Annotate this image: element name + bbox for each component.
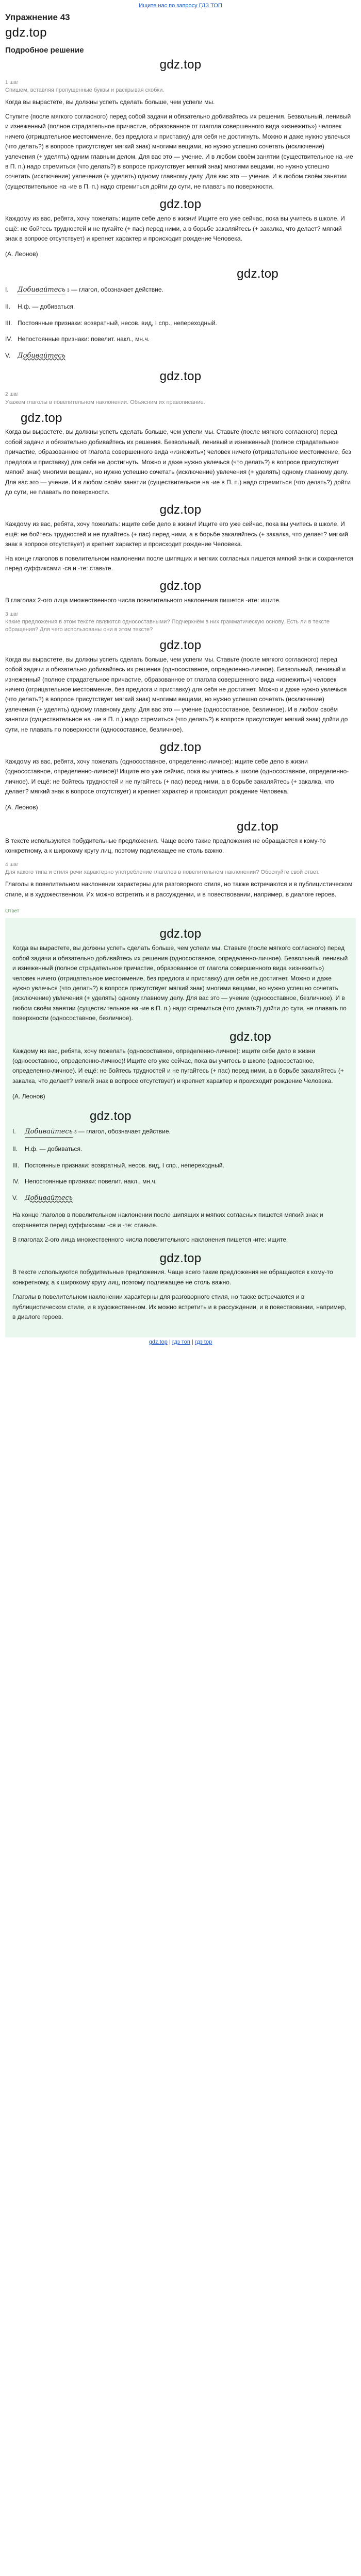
paragraph: В глаголах 2-ого лица множественного числа повелительного наклонения пишется -ите: ищите. — [12, 1236, 288, 1244]
morph-row: III. Постоянные признаки: возвратный, несов. вид, I спр., непереходный. — [12, 1161, 349, 1170]
watermark: gdz.top — [90, 1109, 132, 1123]
section-title: Подробное решение — [5, 46, 84, 55]
author: (А. Леонов) — [5, 250, 38, 258]
watermark: gdz.top — [229, 1029, 271, 1044]
author: (А. Леонов) — [12, 1093, 45, 1100]
morph-text: Непостоянные признаки: повелит. накл., мн.ч. — [18, 335, 150, 343]
paragraph: Ступите (после мягкого согласного) перед собой задачи и обязательно добивайтесь их решения. Безвольный, ленивый и изнеженный (полное страдательное причастие, образованное от глагола совершенного вида «изнежить») человек ничего (отрицательное местоимение, без предлога и приставку) для себя не достигнуть. Можно и даже нужно увлечься (что делать?) в вопросе присутствует мягкий знак) многими вещами, но нужно успешно сочетать (исключение) увлечения (+ уделять) одним главным делом. Для вас это — учение. И в любом своём занятии (существительное на -ие в П. п.) надо стремиться (что делать?) в вопросе присутствует мягкий знак) многими вещами, но нужно успешно сочетать (исключение) увлечения (+ уделять) одному главному делу. Для вас это — учение. И в любом своём занятии (существительное на -ие в П. п.) надо стремиться дойти до сути, не плавать по поверхности. — [5, 112, 353, 190]
paragraph: Когда вы вырастете, вы должны успеть сделать больше, чем успели мы. Ставьте (после мягкого согласного) перед собой задачи и обязательно добивайтесь их решения (односоставное, определенно-личное). Безвольный, ленивый и изнеженный (полное страдательное причастие, образованное от глагола совершенного вида «изнежить») человек ничего (отрицательное местоимение, без предлога и приставку) для себя не достигнет. Можно и даже нужно увлечься (что делать?) в вопросе присутствует мягкий знак) многими вещами, но нужно успешно сочетать (исключение) увлечения (+ уделять) одному главному делу. Для вас это — учение (односоставное, безличное). И в любом своём занятии (существительное на -ие в П. п.) надо стремиться (что делать?) в вопросе присутствует мягкий знак) дойти до сути, не плавать по поверхности (односоставное, безличное). — [5, 655, 348, 733]
morph-analysis — [12, 1127, 349, 1203]
paragraph: В тексте используются побудительные предложения. Чаще всего такие предложения не обращаются к кому-то конкретному, а к широкому кругу лиц, поэтому подлежащее не столь важно. — [12, 1268, 333, 1286]
morph-text: Непостоянные признаки: повелит. накл., мн.ч. — [25, 1178, 157, 1185]
paragraph: В глаголах 2-ого лица множественного числа повелительного наклонения пишется -ите: ищите. — [5, 597, 281, 604]
answer-label: Ответ — [5, 908, 20, 914]
footer-link[interactable]: гдз top — [194, 1338, 212, 1345]
morph-row: I. Добивайтесь 3 — глагол, обозначает действие. — [12, 1127, 349, 1138]
step-label: 1 шаг — [5, 79, 19, 86]
watermark: gdz.top — [237, 266, 278, 281]
paragraph: На конце глаголов в повелительном наклонении после шипящих и мягких согласных пишется мягкий знак и сохраняется перед суффиксами -ся и -те: ставьте. — [12, 1211, 323, 1229]
paragraph: Каждому из вас, ребята, хочу пожелать (односоставное, определенно-личное): ищите себе дело в жизни (односоставное, определенно-личное)! Ищите его уже сейчас, пока вы учитесь в школе (односоставное, определенно-личное). И ещё: не бойтесь трудностей и не пугайтесь (+ пас) перед ними, а в борьбе закаляйтесь (+ закалка, что делает? мягкий знак в вопросе отсутствует) и крепнет характер и происходит рождение Человека. — [5, 757, 349, 795]
morph-text: Постоянные признаки: возвратный, несов. вид, I спр., непереходный. — [18, 319, 217, 327]
paragraph: В тексте используются побудительные предложения. Чаще всего такие предложения не обращаются к кому-то конкретному, а к широкому кругу лиц, поэтому подлежащее не столь важно. — [5, 837, 326, 855]
exercise-title: Упражнение 43 — [5, 12, 70, 22]
watermark: gdz.top — [159, 638, 202, 652]
paragraph: Каждому из вас, ребята, хочу пожелать (односоставное, определенно-личное): ищите себе дело в жизни (односоставное, определенно-личное)! Ищите его уже сейчас, пока вы учитесь в школе (односоставное, определенно-личное). И ещё: не бойтесь трудностей и не пугайтесь (+ пас) перед ними, а в борьбе закаляйтесь (+ закалка, что делает? мягкий знак в вопросе отсутствует) и крепнет характер и происходит рождение Человека. — [12, 1047, 344, 1084]
watermark: gdz.top — [159, 58, 202, 72]
paragraph: Когда вы вырастете, вы должны успеть сделать больше, чем успели мы. — [5, 98, 215, 106]
morph-row: IV. Непостоянные признаки: повелит. накл., мн.ч. — [5, 335, 356, 344]
watermark: gdz.top — [159, 369, 202, 384]
morph-row: I. Добивайтесь 3 — глагол, обозначает действие. — [5, 285, 356, 296]
paragraph: Когда вы вырастете, вы должны успеть сделать больше, чем успели мы. Ставьте (после мягкого согласного) перед собой задачи и обязательно добивайтесь их решения (односоставное, определенно-личное). Безвольный, ленивый и изнеженный (полное страдательное причастие, образованное от глагола совершенного вида «изнежить») человек ничего (отрицательное местоимение, без предлога и приставку) для себя не достигнет. Можно и даже нужно увлечься (что делать?) в вопросе присутствует мягкий знак) многими вещами, но нужно успешно сочетать (исключение) увлечения (+ уделять) одному главному делу. Для вас это — учение (односоставное, безличное). И в любом своём занятии (существительное на -ие в П. п.) надо стремиться (что делать?) дойти до сути, не плавать по поверхности (односоставное, безличное). — [12, 944, 348, 1022]
step-description: Для какого типа и стиля речи характерно употребление глаголов в повелительном наклонении? Обоснуйте свой ответ. — [5, 869, 320, 876]
morph-row: V. Добивайтесь — [12, 1194, 349, 1204]
answer-box — [5, 918, 356, 1337]
morph-text: Добивайтесь — [18, 351, 65, 360]
morph-row: IV. Непостоянные признаки: повелит. накл., мн.ч. — [12, 1177, 349, 1186]
step-label: 2 шаг — [5, 392, 19, 398]
paragraph: Каждому из вас, ребята, хочу пожелать: ищите себе дело в жизни! Ищите его уже сейчас, пока вы учитесь в школе. И ещё: не бойтесь трудностей и не пугайте (+ пас) перед ними, а в борьбе закаляйтесь (+ закалка, что делает? мягкий знак в вопросе отсутствует) и крепнет характер и происходит рождение Человека. — [5, 215, 345, 242]
footer-links: gdz.top | гдз топ | гдз top — [149, 1338, 212, 1345]
step-description: Спишем, вставляя пропущенные буквы и раскрывая скобки. — [5, 87, 165, 94]
morph-text: Н.ф. — добиваться. — [25, 1145, 83, 1153]
author: (А. Леонов) — [5, 803, 38, 811]
morph-analysis — [5, 285, 356, 361]
morph-row: V. Добивайтесь — [5, 351, 356, 361]
watermark: gdz.top — [237, 820, 278, 834]
morph-text: Н.ф. — добиваться. — [18, 303, 75, 311]
step-description: Какие предложения в этом тексте являются односоставными? Подчеркнём в них грамматическую основу. Есть ли в тексте обращения? Для чего использованы они в этом тексте? — [5, 619, 330, 633]
watermark: gdz.top — [159, 740, 202, 755]
content — [0, 11, 361, 1351]
morph-row: II. Н.ф. — добиваться. — [5, 302, 356, 311]
watermark: gdz.top — [5, 25, 47, 40]
watermark: gdz.top — [159, 579, 202, 594]
morph-word: Добивайтесь — [18, 285, 65, 296]
morph-text: — глагол, обозначает действие. — [71, 285, 163, 293]
paragraph: Глаголы в повелительном наклонении характерны для разговорного стиля, но также встречаются и в публицистическом стиле, и в художественном. Их можно встретить и в рассуждении, и в повествовании, например, в диалоге героев. — [5, 880, 353, 898]
morph-row: II. Н.ф. — добиваться. — [12, 1145, 349, 1154]
watermark: gdz.top — [21, 411, 62, 425]
paragraph: Каждому из вас, ребята, хочу пожелать: ищите себе дело в жизни! Ищите его уже сейчас, пока вы учитесь в школе. И ещё: не бойтесь трудностей и не пугайтесь (+ пас) перед ними, а в борьбе закаляйтесь (+ закалка, что делает? мягкий знак в вопросе отсутствует) и крепнет характер и происходит рождение Человека. — [5, 520, 348, 548]
footer-link[interactable]: гдз топ — [172, 1338, 190, 1345]
morph-text: Добивайтесь — [25, 1194, 73, 1202]
step-label: 3 шаг — [5, 611, 19, 617]
paragraph: Глаголы в повелительном наклонении характерны для разговорного стиля, но также встречаются и в публицистическом стиле, и в художественном. Их можно встретить и в рассуждении, и в повествовании, например, в диалоге героев. — [12, 1293, 347, 1321]
watermark: gdz.top — [159, 503, 202, 517]
paragraph: На конце глаголов в повелительном наклонении после шипящих и мягких согласных пишется мягкий знак и сохраняется перед суффиксами -ся и -те: ставьте. — [5, 554, 354, 572]
step-label: 4 шаг — [5, 861, 19, 868]
watermark: gdz.top — [159, 1251, 202, 1265]
morph-word: Добивайтесь — [25, 1127, 73, 1138]
watermark: gdz.top — [159, 197, 202, 212]
footer-link[interactable]: gdz.top — [149, 1338, 168, 1345]
step-description: Укажем глаголы в повелительном наклонении. Объясним их правописание. — [5, 399, 205, 405]
paragraph: Когда вы вырастете, вы должны успеть сделать больше, чем успели мы. Ставьте (после мягкого согласного) перед собой задачи и обязательно добивайтесь их решения. Безвольный, ленивый и изнеженный (полное страдательное причастие, образованное от глагола совершенного вида «изнежить») человек ничего (отрицательное местоимение, без предлога и приставку) для себя не достигнуть. Можно и даже нужно увлечься (что делать?) в вопросе присутствует мягкий знак) многими вещами, но нужно успешно сочетать (исключение) увлечения (+ уделять) одному главному делу. Для вас это — учение. И в любом своём занятии (существительное на -ие в П. п.) надо стремиться (что делать?) дойти до сути, не плавать по поверхности. — [5, 428, 351, 496]
morph-text: — глагол, обозначает действие. — [78, 1128, 171, 1136]
watermark: gdz.top — [159, 927, 202, 941]
search-hint-link[interactable]: Ищите нас по запросу ГДЗ ТОП — [139, 3, 222, 9]
morph-row: III. Постоянные признаки: возвратный, несов. вид, I спр., непереходный. — [5, 319, 356, 328]
morph-text: Постоянные признаки: возвратный, несов. вид, I спр., непереходный. — [25, 1161, 224, 1169]
